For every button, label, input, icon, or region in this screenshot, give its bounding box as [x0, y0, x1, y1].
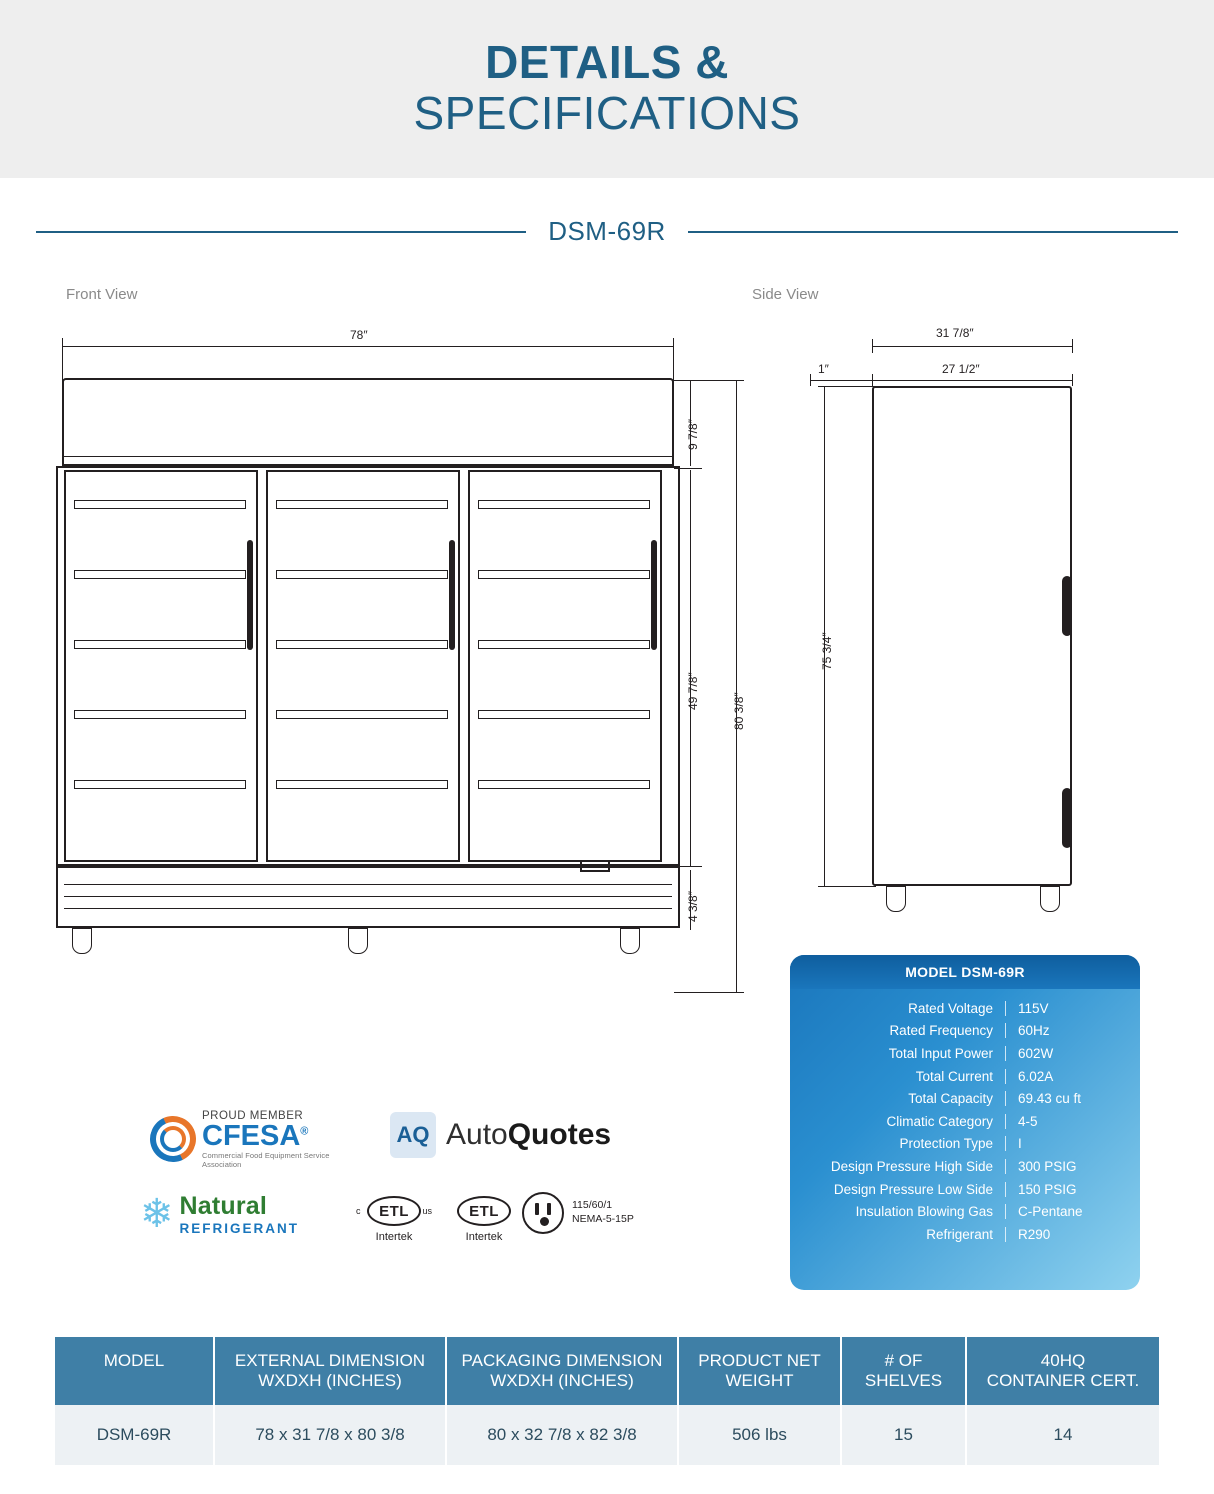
side-view-drawing [800, 318, 1180, 938]
divider-rule-left [36, 231, 526, 233]
caster-center [348, 928, 368, 954]
natural-refrigerant-line2: REFRIGERANT [179, 1221, 300, 1236]
spec-value: 6.02A [1005, 1069, 1126, 1084]
shelf [74, 640, 246, 649]
cell-external-dimension: 78 x 31 7/8 x 80 3/8 [215, 1405, 447, 1465]
cell-packaging-dimension: 80 x 32 7/8 x 82 3/8 [447, 1405, 679, 1465]
cell-net-weight: 506 lbs [679, 1405, 842, 1465]
etl-mark-text: ETL [469, 1202, 499, 1220]
spec-key: Insulation Blowing Gas [855, 1204, 993, 1220]
spec-value: I [1005, 1136, 1126, 1151]
side-cabinet-body [872, 386, 1072, 886]
spec-key: Total Current [915, 1068, 993, 1084]
column-header-packaging-dimension: PACKAGING DIMENSION WXDXH (INCHES) [447, 1337, 679, 1405]
door-handle-right [651, 540, 657, 650]
spec-row [800, 1200, 1126, 1223]
door-handle-left [247, 540, 253, 650]
spec-value: C-Pentane [1005, 1204, 1126, 1219]
dim-door-line [690, 470, 691, 866]
dim-tick [674, 380, 744, 381]
side-depth-dim-text: 31 7/8″ [936, 326, 974, 340]
header-title-line2: SPECIFICATIONS [413, 86, 801, 139]
dim-tick [674, 866, 702, 867]
cfesa-subtitle: Commercial Food Equipment Service Association [202, 1150, 330, 1169]
etl-listed-mark-2 [446, 1196, 522, 1243]
shelf [276, 780, 448, 789]
door-right [468, 470, 662, 862]
plug-voltage-label: 115/60/1 [572, 1199, 613, 1212]
shelf [478, 780, 650, 789]
spec-value: 60Hz [1005, 1023, 1126, 1038]
spec-row [800, 1087, 1126, 1110]
canopy-panel [62, 378, 674, 466]
cabinet-depth-tick-left [872, 374, 873, 386]
handle-offset-dim-line [810, 380, 872, 381]
column-header-net-weight: PRODUCT NET WEIGHT [679, 1337, 842, 1405]
column-header-container-cert: 40HQ CONTAINER CERT. [967, 1337, 1159, 1405]
shelf [478, 640, 650, 649]
canopy-bottom-edge [62, 456, 674, 457]
spec-row [800, 1133, 1126, 1156]
autoquotes-logo [390, 1112, 611, 1158]
louver-line [64, 884, 672, 885]
etl-c-label: c [356, 1206, 361, 1216]
spec-key: Design Pressure High Side [830, 1158, 993, 1174]
cabinet-depth-dim-line [872, 380, 1072, 381]
plug-nema-label: NEMA-5-15P [572, 1213, 634, 1225]
side-depth-dim-line [872, 346, 1072, 347]
cfesa-name: CFESA [202, 1119, 301, 1152]
door-left [64, 470, 258, 862]
column-header-model: MODEL [55, 1337, 215, 1405]
side-height-tick-top [818, 386, 876, 387]
etl-oval-icon [367, 1196, 421, 1226]
dim-tick [674, 992, 744, 993]
column-header-external-dimension: EXTERNAL DIMENSION WXDXH (INCHES) [215, 1337, 447, 1405]
autoquotes-badge-icon: AQ [390, 1112, 436, 1158]
ext-line-left [62, 346, 63, 382]
front-view-drawing [50, 318, 750, 1038]
handle-offset-text: 1″ [818, 362, 829, 376]
model-divider [0, 216, 1214, 247]
spec-row [800, 1178, 1126, 1201]
spec-row [800, 1065, 1126, 1088]
natural-refrigerant-logo [140, 1192, 299, 1236]
shelf [478, 710, 650, 719]
spec-key: Design Pressure Low Side [833, 1181, 993, 1197]
side-height-text: 75 3/4″ [820, 632, 834, 670]
natural-refrigerant-line1: Natural [179, 1192, 268, 1220]
spec-value: R290 [1005, 1227, 1126, 1242]
front-view-label: Front View [66, 286, 138, 303]
header-title-line1: DETAILS & [485, 36, 729, 89]
cabinet-depth-tick-right [1072, 374, 1073, 386]
column-header-shelves: # OF SHELVES [842, 1337, 967, 1405]
nema-plug-icon [522, 1192, 564, 1234]
etl-mark-text: ETL [379, 1202, 409, 1220]
cell-container-cert: 14 [967, 1405, 1159, 1465]
dim-base-text: 4 3/8″ [686, 891, 700, 922]
side-height-tick-bottom [818, 886, 876, 887]
etl-us-label: us [422, 1206, 432, 1216]
spec-row [800, 1110, 1126, 1133]
dim-total-line [736, 380, 737, 992]
louver-line [64, 896, 672, 897]
power-plug-info [522, 1192, 634, 1234]
divider-rule-right [688, 231, 1178, 233]
spec-key: Refrigerant [926, 1226, 993, 1242]
cell-shelves: 15 [842, 1405, 967, 1465]
spec-value: 115V [1005, 1001, 1126, 1016]
spec-key: Protection Type [899, 1136, 993, 1152]
snowflake-leaf-icon: ❄ [140, 1192, 174, 1236]
shelf [74, 780, 246, 789]
cfesa-tagline: PROUD MEMBER [202, 1109, 304, 1122]
base-louver-panel [56, 866, 680, 928]
spec-key: Rated Voltage [908, 1000, 993, 1016]
etl-intertek-label: Intertek [465, 1231, 503, 1243]
dim-total-text: 80 3/8″ [732, 692, 746, 730]
shelf [276, 500, 448, 509]
caster-right [620, 928, 640, 954]
autoquotes-name-light: Auto [446, 1118, 508, 1151]
etl-intertek-label: Intertek [375, 1231, 413, 1243]
spec-key: Total Input Power [888, 1045, 993, 1061]
front-width-dim-line [62, 346, 674, 347]
spec-key: Rated Frequency [889, 1023, 993, 1039]
shelf [276, 570, 448, 579]
door-handle-center [449, 540, 455, 650]
spec-row [800, 1155, 1126, 1178]
dim-canopy-text: 9 7/8″ [686, 419, 700, 450]
cfesa-logo [150, 1108, 350, 1170]
handle-offset-tick [810, 374, 811, 386]
spec-table-rows [790, 989, 1140, 1256]
dim-tick [674, 468, 702, 469]
shelf [74, 710, 246, 719]
spec-row [800, 997, 1126, 1020]
dim-door-text: 49 7/8″ [686, 672, 700, 710]
side-lower-handle [1062, 788, 1072, 848]
shelf [74, 500, 246, 509]
cell-model: DSM-69R [55, 1405, 215, 1465]
side-view-label: Side View [752, 286, 819, 303]
table-header-row [55, 1337, 1159, 1405]
louver-line [64, 908, 672, 909]
page-header [0, 0, 1214, 178]
spec-table [790, 955, 1140, 1290]
caster-left [72, 928, 92, 954]
shelf [276, 710, 448, 719]
spec-value: 4-5 [1005, 1114, 1126, 1129]
etl-oval-icon [457, 1196, 511, 1226]
cabinet-depth-text: 27 1/2″ [942, 362, 980, 376]
model-summary-table [55, 1337, 1159, 1465]
spec-value: 69.43 cu ft [1005, 1091, 1126, 1106]
model-name: DSM-69R [548, 216, 666, 246]
etl-listed-mark-1 [356, 1196, 432, 1243]
shelf [276, 640, 448, 649]
certification-logos [140, 1100, 760, 1270]
cfesa-reg: ® [300, 1124, 309, 1137]
control-display [580, 860, 610, 872]
side-depth-tick-right [1072, 339, 1073, 353]
spec-row [800, 1020, 1126, 1043]
side-caster-front [886, 886, 906, 912]
cfesa-swirl-icon [150, 1116, 196, 1162]
ext-line-right [673, 346, 674, 382]
side-depth-tick-left [872, 339, 873, 353]
door-center [266, 470, 460, 862]
shelf [74, 570, 246, 579]
spec-key: Total Capacity [908, 1091, 993, 1107]
shelf [478, 500, 650, 509]
shelf [478, 570, 650, 579]
side-caster-rear [1040, 886, 1060, 912]
spec-value: 300 PSIG [1005, 1159, 1126, 1174]
spec-value: 150 PSIG [1005, 1182, 1126, 1197]
autoquotes-name-bold: Quotes [507, 1118, 612, 1151]
spec-table-title: MODEL DSM-69R [790, 955, 1140, 989]
table-row [55, 1405, 1159, 1465]
spec-key: Climatic Category [886, 1113, 993, 1129]
spec-row [800, 1042, 1126, 1065]
spec-value: 602W [1005, 1046, 1126, 1061]
front-width-dim-text: 78″ [350, 328, 368, 342]
side-door-handle [1062, 576, 1072, 636]
spec-row [800, 1223, 1126, 1246]
